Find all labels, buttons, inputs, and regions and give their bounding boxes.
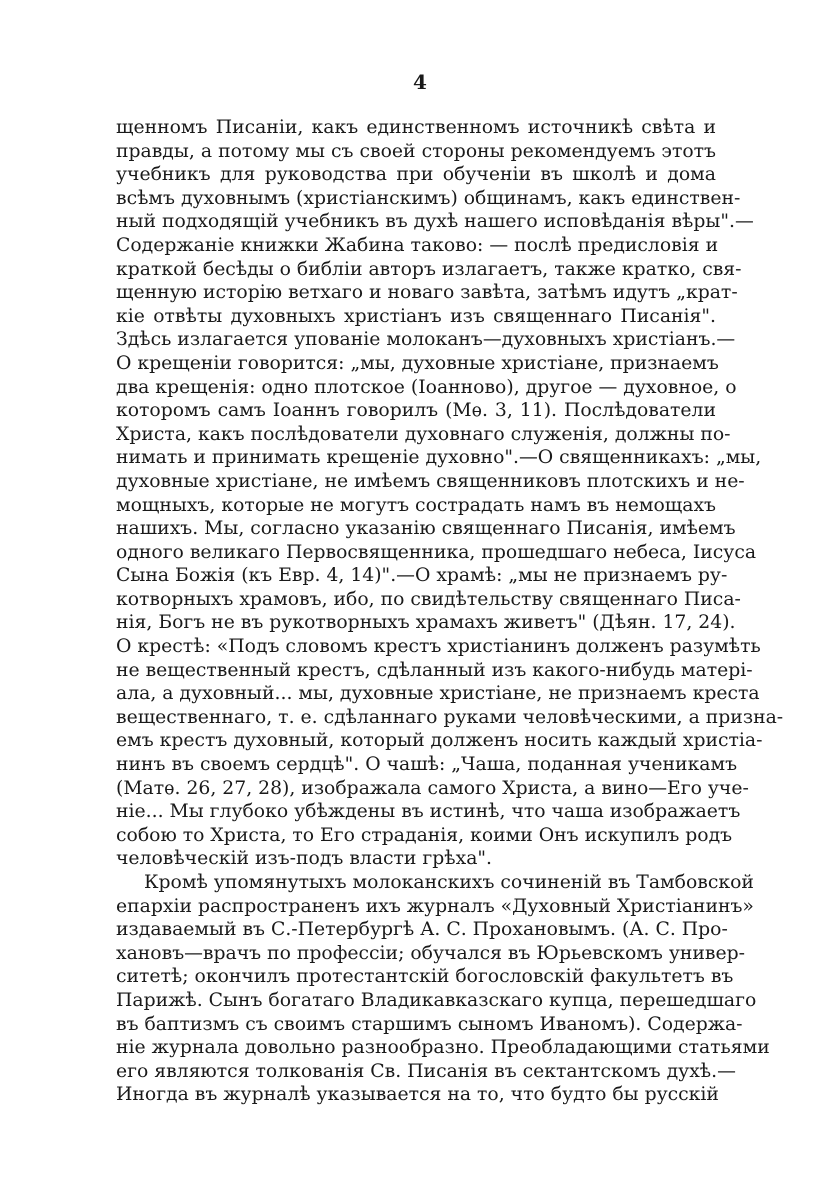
text-line: О крещеніи говорится: „мы, духовные христіане, признаемъ	[116, 352, 719, 374]
text-line: ніе... Мы глубоко убѣждены въ истинѣ, что чаша изображаетъ	[116, 801, 741, 823]
text-line: которомъ самъ Іоаннъ говорилъ (Мѳ. 3, 11). Послѣдователи	[116, 400, 716, 422]
text-line: нашихъ. Мы, согласно указанію священнаго Писанія, имѣемъ	[116, 518, 736, 540]
text-line: емъ крестъ духовный, который долженъ носить каждый христіа-	[116, 730, 763, 752]
text-line: правды, а потому мы съ своей стороны рекомендуемъ этотъ	[116, 140, 716, 162]
text-line: нимать и принимать крещеніе духовно".—О священникахъ: „мы,	[116, 447, 762, 469]
text-line: (Матѳ. 26, 27, 28), изображала самого Христа, а вино—Его уче-	[116, 777, 749, 799]
text-line: ный подходящій учебникъ въ духѣ нашего исповѣданія вѣры".—	[116, 211, 754, 233]
text-line: нія, Богъ не въ рукотворныхъ храмахъ живетъ" (Дѣян. 17, 24).	[116, 612, 736, 634]
text-line: щенную исторію ветхаго и новаго завѣта, затѣмъ идутъ „крат-	[116, 282, 738, 304]
text-line: его являются толкованія Св. Писанія въ сектантскомъ духѣ.—	[116, 1060, 736, 1082]
text-line: ала, а духовный... мы, духовные христіане, не признаемъ креста	[116, 683, 760, 705]
text-line: въ баптизмъ съ своимъ старшимъ сыномъ Иваномъ). Содержа-	[116, 1013, 743, 1035]
body-text	[116, 116, 784, 1107]
text-line: епархіи распространенъ ихъ журналъ «Духовный Христіанинъ»	[116, 895, 754, 917]
text-line: не вещественный крестъ, сдѣланный изъ какого-нибудь матері-	[116, 659, 753, 681]
text-line: всѣмъ духовнымъ (христіанскимъ) общинамъ, какъ единствен-	[116, 187, 741, 209]
text-line: два крещенія: одно плотское (Іоанново), другое — духовное, о	[116, 376, 737, 398]
text-line: мощныхъ, которые не могутъ сострадать намъ въ немощахъ	[116, 494, 716, 516]
page-number: 4	[413, 70, 427, 94]
text-line: духовные христіане, не имѣемъ священниковъ плотскихъ и не-	[116, 470, 745, 492]
text-line: Христа, какъ послѣдователи духовнаго служенія, должны по-	[116, 423, 731, 445]
text-line: нинъ въ своемъ сердцѣ". О чашѣ: „Чаша, поданная ученикамъ	[116, 754, 738, 776]
text-line: Иногда въ журналѣ указывается на то, что будто бы русскій	[116, 1084, 719, 1106]
text-line: щенномъ Писаніи, какъ единственномъ источникѣ свѣта и	[116, 117, 716, 138]
text-line: собою то Христа, то Его страданія, коими Онъ искупилъ родъ	[116, 824, 733, 846]
text-line: котворныхъ храмовъ, ибо, по свидѣтельству священнаго Писа-	[116, 588, 741, 610]
text-line: краткой бесѣды о библіи авторъ излагаетъ, также кратко, свя-	[116, 258, 742, 280]
text-line: Содержаніе книжки Жабина таково: — послѣ предисловія и	[116, 234, 719, 256]
text-line: кіе отвѣты духовныхъ христіанъ изъ священнаго Писанія".	[116, 305, 716, 327]
text-line: вещественнаго, т. е. сдѣланнаго руками человѣческими, а призна-	[116, 706, 784, 728]
text-line: хановъ—врачъ по профессіи; обучался въ Юрьевскомъ универ-	[116, 942, 745, 964]
text-line: человѣческій изъ-подъ власти грѣха".	[116, 848, 493, 870]
text-line: Здѣсь излагается упованіе молоканъ—духовныхъ христіанъ.—	[116, 329, 736, 351]
text-line: учебникъ для руководства при обученіи въ школѣ и дома	[116, 164, 716, 186]
text-line: ситетѣ; окончилъ протестантскій богословскій факультетъ въ	[116, 966, 734, 988]
text-line: ніе журнала довольно разнообразно. Преобладающими статьями	[116, 1037, 770, 1059]
text-line: одного великаго Первосвященника, прошедшаго небеса, Іисуса	[116, 541, 757, 563]
text-line: издаваемый въ С.-Петербургѣ А. С. Прохановымъ. (А. С. Про-	[116, 919, 728, 941]
text-line: Сына Божія (къ Евр. 4, 14)".—О храмѣ: „мы не признаемъ ру-	[116, 565, 728, 587]
text-line: Кромѣ упомянутыхъ молоканскихъ сочиненій въ Тамбовской	[144, 872, 754, 893]
text-line: О крестѣ: «Подъ словомъ крестъ христіанинъ долженъ разумѣть	[116, 636, 761, 658]
text-line: Парижѣ. Сынъ богатаго Владикавказскаго купца, перешедшаго	[116, 989, 757, 1011]
